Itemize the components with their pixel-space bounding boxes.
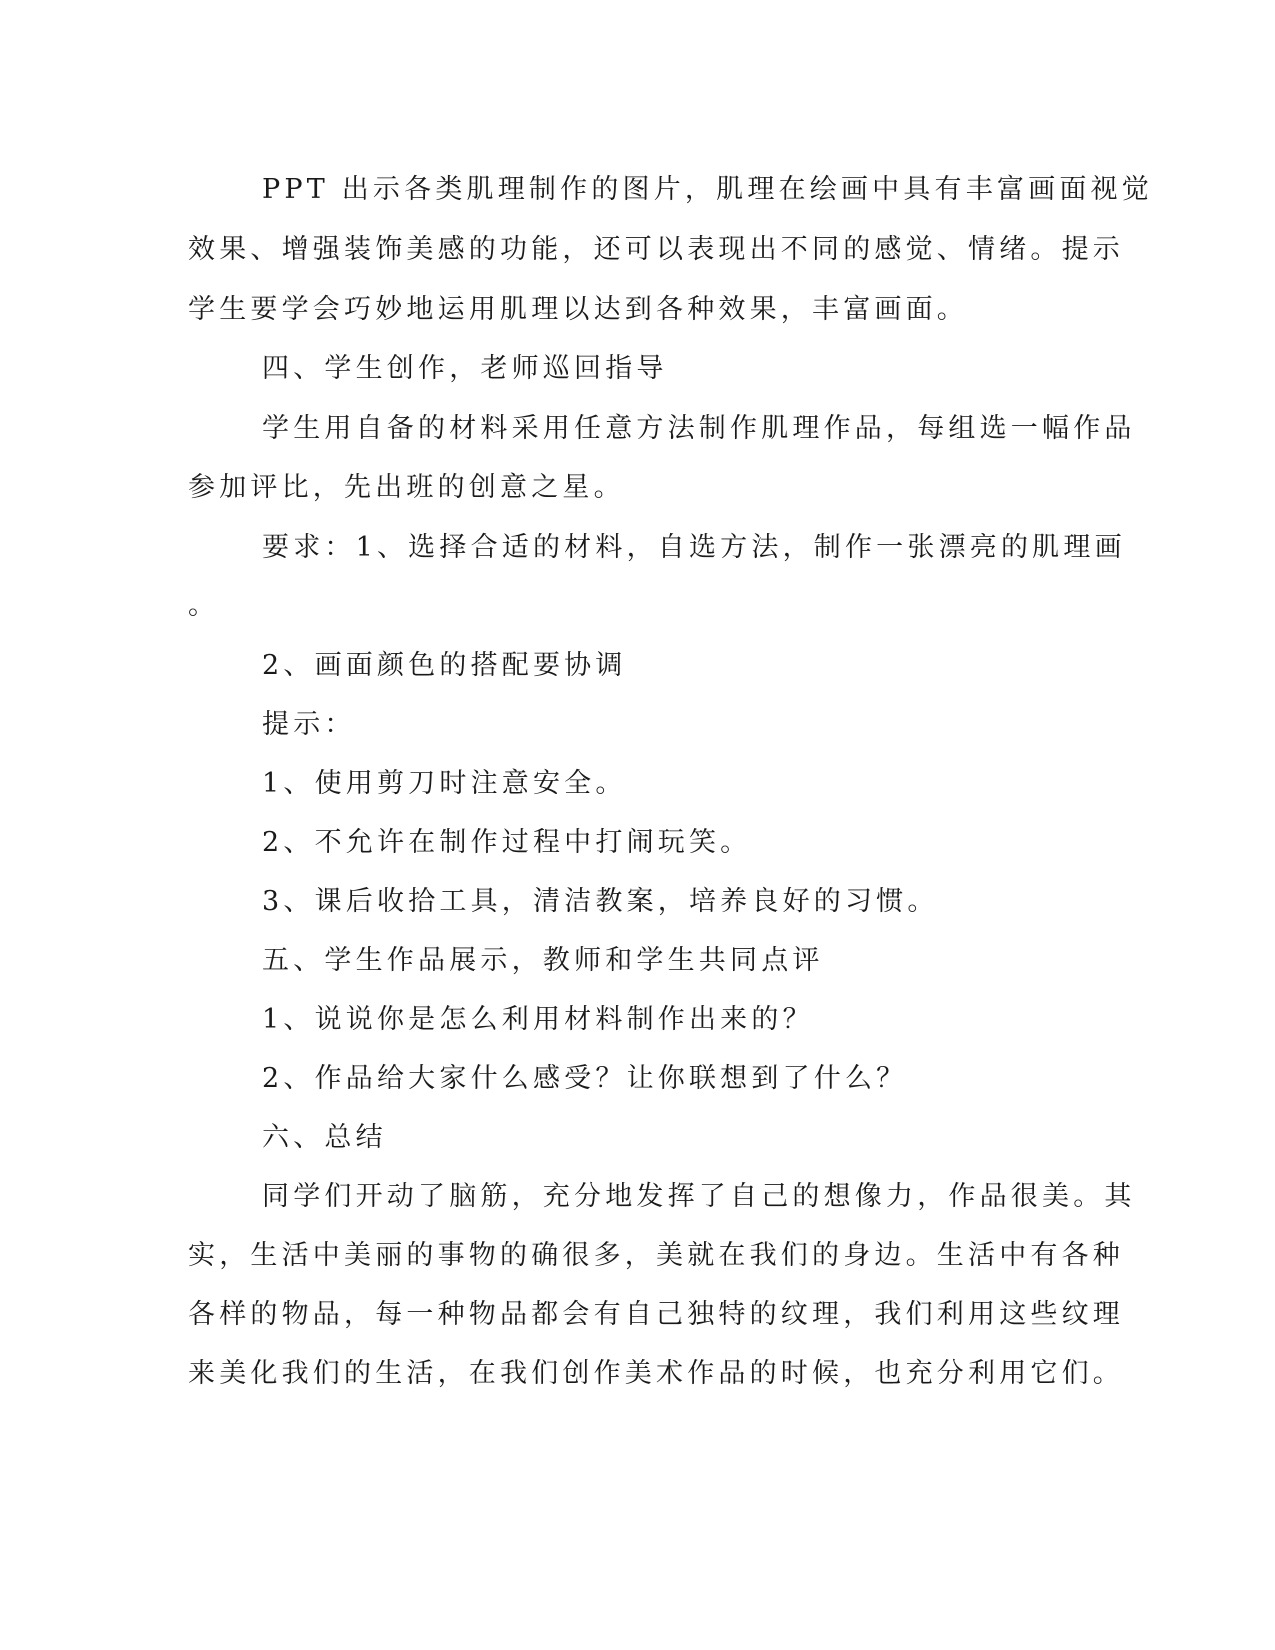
summary-line-2: 实，生活中美丽的事物的确很多，美就在我们的身边。生活中有各种	[188, 1240, 1124, 1271]
paragraph-ppt-line-3: 学生要学会巧妙地运用肌理以达到各种效果，丰富画面。	[188, 294, 968, 325]
tip-item-3: 3、课后收拾工具，清洁教案，培养良好的习惯。	[262, 886, 939, 917]
tip-item-1: 1、使用剪刀时注意安全。	[262, 768, 627, 799]
paragraph-ppt-line-2: 效果、增强装饰美感的功能，还可以表现出不同的感觉、情绪。提示	[188, 234, 1124, 265]
requirement-line-1: 要求：1、选择合适的材料，自选方法，制作一张漂亮的肌理画	[262, 532, 1126, 563]
section-heading-four: 四、学生创作，老师巡回指导	[262, 353, 668, 384]
review-question-2: 2、作品给大家什么感受？让你联想到了什么？	[262, 1063, 908, 1094]
requirement-line-1-continued: 。	[188, 590, 220, 621]
paragraph-creation-line-1: 学生用自备的材料采用任意方法制作肌理作品，每组选一幅作品	[262, 413, 1136, 444]
paragraph-creation-line-2: 参加评比，先出班的创意之星。	[188, 472, 625, 503]
summary-line-1: 同学们开动了脑筋，充分地发挥了自己的想像力，作品很美。其	[262, 1181, 1136, 1212]
section-heading-five: 五、学生作品展示，教师和学生共同点评	[262, 945, 824, 976]
summary-line-3: 各样的物品，每一种物品都会有自己独特的纹理，我们利用这些纹理	[188, 1299, 1124, 1330]
tips-heading: 提示：	[262, 709, 356, 740]
tip-item-2: 2、不允许在制作过程中打闹玩笑。	[262, 827, 752, 858]
section-heading-six: 六、总结	[262, 1122, 387, 1153]
requirement-line-2: 2、画面颜色的搭配要协调	[262, 650, 627, 681]
review-question-1: 1、说说你是怎么利用材料制作出来的？	[262, 1004, 814, 1035]
summary-line-4: 来美化我们的生活，在我们创作美术作品的时候，也充分利用它们。	[188, 1358, 1124, 1389]
paragraph-ppt-line-1: PPT 出示各类肌理制作的图片，肌理在绘画中具有丰富画面视觉	[262, 174, 1153, 205]
